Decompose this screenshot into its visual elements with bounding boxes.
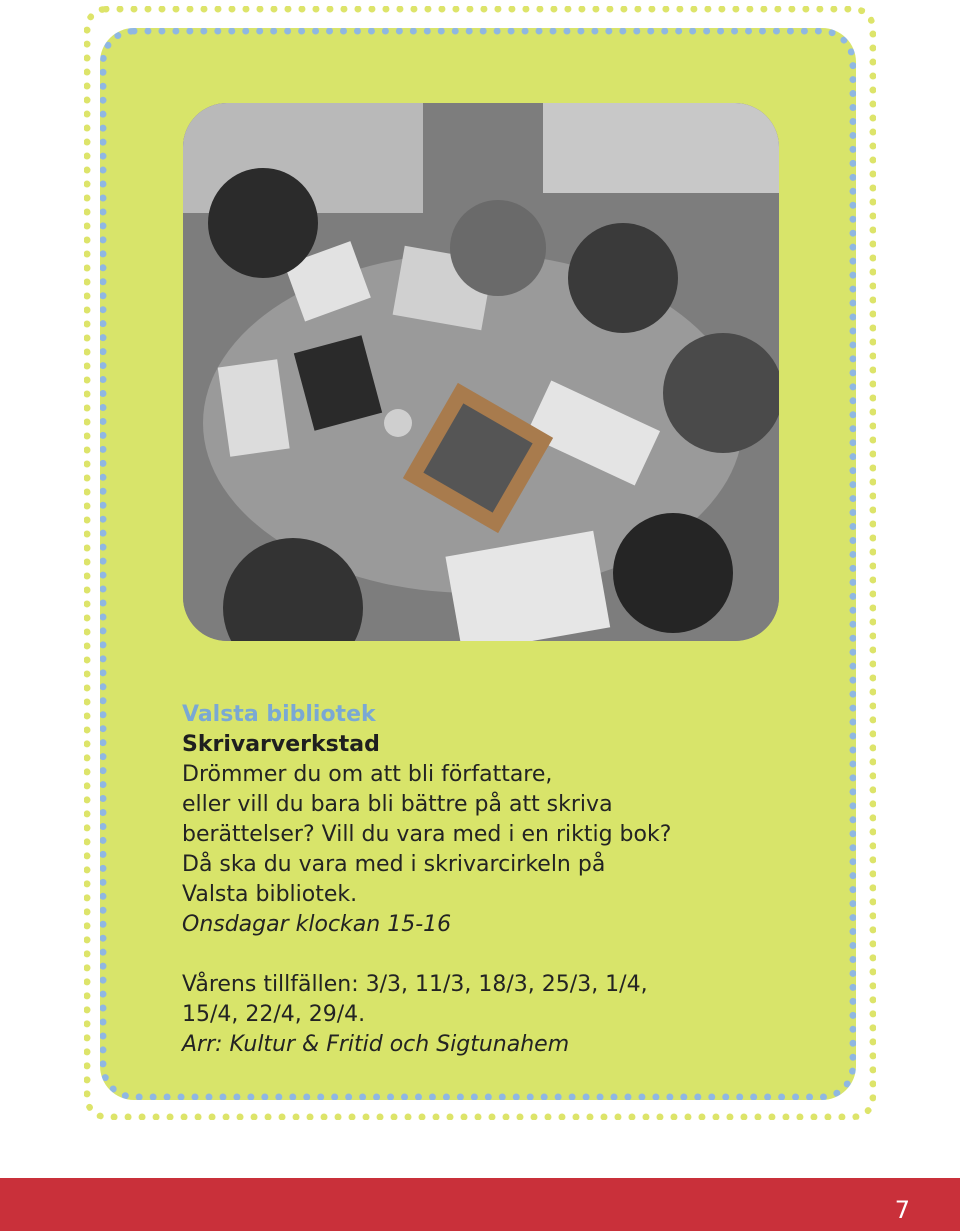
body-line: Då ska du vara med i skrivarcirkeln på (182, 852, 606, 877)
spacer (182, 940, 802, 970)
event-arranger: Arr: Kultur & Fritid och Sigtunahem (182, 1032, 570, 1057)
footer-bar (0, 1178, 960, 1231)
event-text (182, 700, 802, 1060)
body-line: berättelser? Vill du vara med i en riktig bok? (182, 822, 672, 847)
page-number: 7 (894, 1196, 910, 1224)
event-schedule: Onsdagar klockan 15-16 (182, 912, 452, 937)
event-title: Skrivarverkstad (182, 732, 380, 757)
organizer-name: Valsta bibliotek (182, 702, 376, 727)
dates-line: 15/4, 22/4, 29/4. (182, 1002, 366, 1027)
photo-illustration (183, 103, 779, 641)
children-writing-photo (183, 103, 779, 641)
body-line: Drömmer du om att bli författare, (182, 762, 553, 787)
body-line: eller vill du bara bli bättre på att skriva (182, 792, 613, 817)
body-line: Valsta bibliotek. (182, 882, 358, 907)
dates-line: Vårens tillfällen: 3/3, 11/3, 18/3, 25/3, 1/4, (182, 972, 648, 997)
